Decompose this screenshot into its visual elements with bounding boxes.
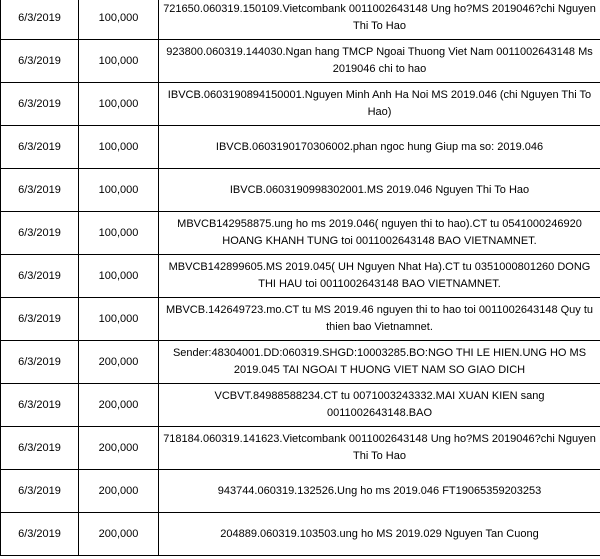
amount-cell: 200,000 [79,513,159,556]
date-cell: 6/3/2019 [1,384,79,427]
description-cell [159,298,600,341]
description-text: IBVCB.0603190894150001.Nguyen Minh Anh Ha Noi MS 2019.046 (chi Nguyen Thi To Hao) [167,89,592,118]
amount-cell: 100,000 [79,298,159,341]
description-cell [159,212,600,255]
date-cell: 6/3/2019 [1,0,79,40]
table-row [1,40,600,83]
date-cell: 6/3/2019 [1,427,79,470]
amount-cell: 100,000 [79,169,159,212]
description-text: 718184.060319.141623.Vietcombank 0011002643148 Ung ho?MS 2019046?chi Nguyen Thi To Hao [163,433,596,462]
description-text: 943744.060319.132526.Ung ho ms 2019.046 FT19065359203253 [217,484,542,497]
description-text: MBVCB142958875.ung ho ms 2019.046( nguyen thi to hao).CT tu 0541000246920 HOANG KHANH TUNG toi 0011002643148 BAO VIETNAMNET. [177,218,582,247]
description-cell [159,169,600,212]
table-row [1,298,600,341]
table-row [1,470,600,513]
date-cell: 6/3/2019 [1,40,79,83]
description-cell [159,0,600,40]
amount-cell: 100,000 [79,83,159,126]
table-row [1,169,600,212]
date-cell: 6/3/2019 [1,298,79,341]
amount-cell: 200,000 [79,384,159,427]
description-text: 923800.060319.144030.Ngan hang TMCP Ngoai Thuong Viet Nam 0011002643148 Ms 2019046 chi to hao [166,46,593,75]
amount-cell: 100,000 [79,126,159,169]
amount-cell: 200,000 [79,470,159,513]
date-cell: 6/3/2019 [1,212,79,255]
table-row [1,212,600,255]
description-text: IBVCB.0603190170306002.phan ngoc hung Giup ma so: 2019.046 [215,140,544,153]
description-text: 204889.060319.103503.ung ho MS 2019.029 Nguyen Tan Cuong [220,527,539,540]
description-cell [159,126,600,169]
description-text: VCBVT.84988588234.CT tu 0071003243332.MAI XUAN KIEN sang 0011002643148.BAO [214,390,545,419]
table-row [1,255,600,298]
table-row [1,341,600,384]
date-cell: 6/3/2019 [1,513,79,556]
date-cell: 6/3/2019 [1,83,79,126]
description-text: Sender:48304001.DD:060319.SHGD:10003285.BO:NGO THI LE HIEN.UNG HO MS 2019.045 TAI NGOAI T HUONG VIET NAM SO GIAO DICH [172,347,587,376]
amount-cell: 200,000 [79,341,159,384]
table-row [1,0,600,40]
amount-cell: 100,000 [79,212,159,255]
description-cell [159,40,600,83]
table-row [1,126,600,169]
description-text: MBVCB142899605.MS 2019.045( UH Nguyen Nhat Ha).CT tu 0351000801260 DONG THI HAU toi 0011002643148 BAO VIETNAMNET. [168,261,591,290]
description-text: IBVCB.0603190998302001.MS 2019.046 Nguyen Thi To Hao [229,183,530,196]
description-text: 721650.060319.150109.Vietcombank 0011002643148 Ung ho?MS 2019046?chi Nguyen Thi To Hao [163,3,596,32]
description-cell [159,513,600,556]
date-cell: 6/3/2019 [1,169,79,212]
amount-cell: 100,000 [79,255,159,298]
description-cell [159,341,600,384]
description-text: MBVCB.142649723.mo.CT tu MS 2019.46 nguyen thi to hao toi 0011002643148 Quy tu thien bao Vietnamnet. [165,304,594,333]
description-cell [159,384,600,427]
amount-cell: 100,000 [79,40,159,83]
table-row [1,384,600,427]
table-row [1,427,600,470]
date-cell: 6/3/2019 [1,341,79,384]
amount-cell: 100,000 [79,0,159,40]
description-cell [159,470,600,513]
date-cell: 6/3/2019 [1,470,79,513]
date-cell: 6/3/2019 [1,255,79,298]
description-cell [159,83,600,126]
description-cell [159,427,600,470]
amount-cell: 200,000 [79,427,159,470]
table-row [1,83,600,126]
date-cell: 6/3/2019 [1,126,79,169]
description-cell [159,255,600,298]
table-row [1,513,600,556]
